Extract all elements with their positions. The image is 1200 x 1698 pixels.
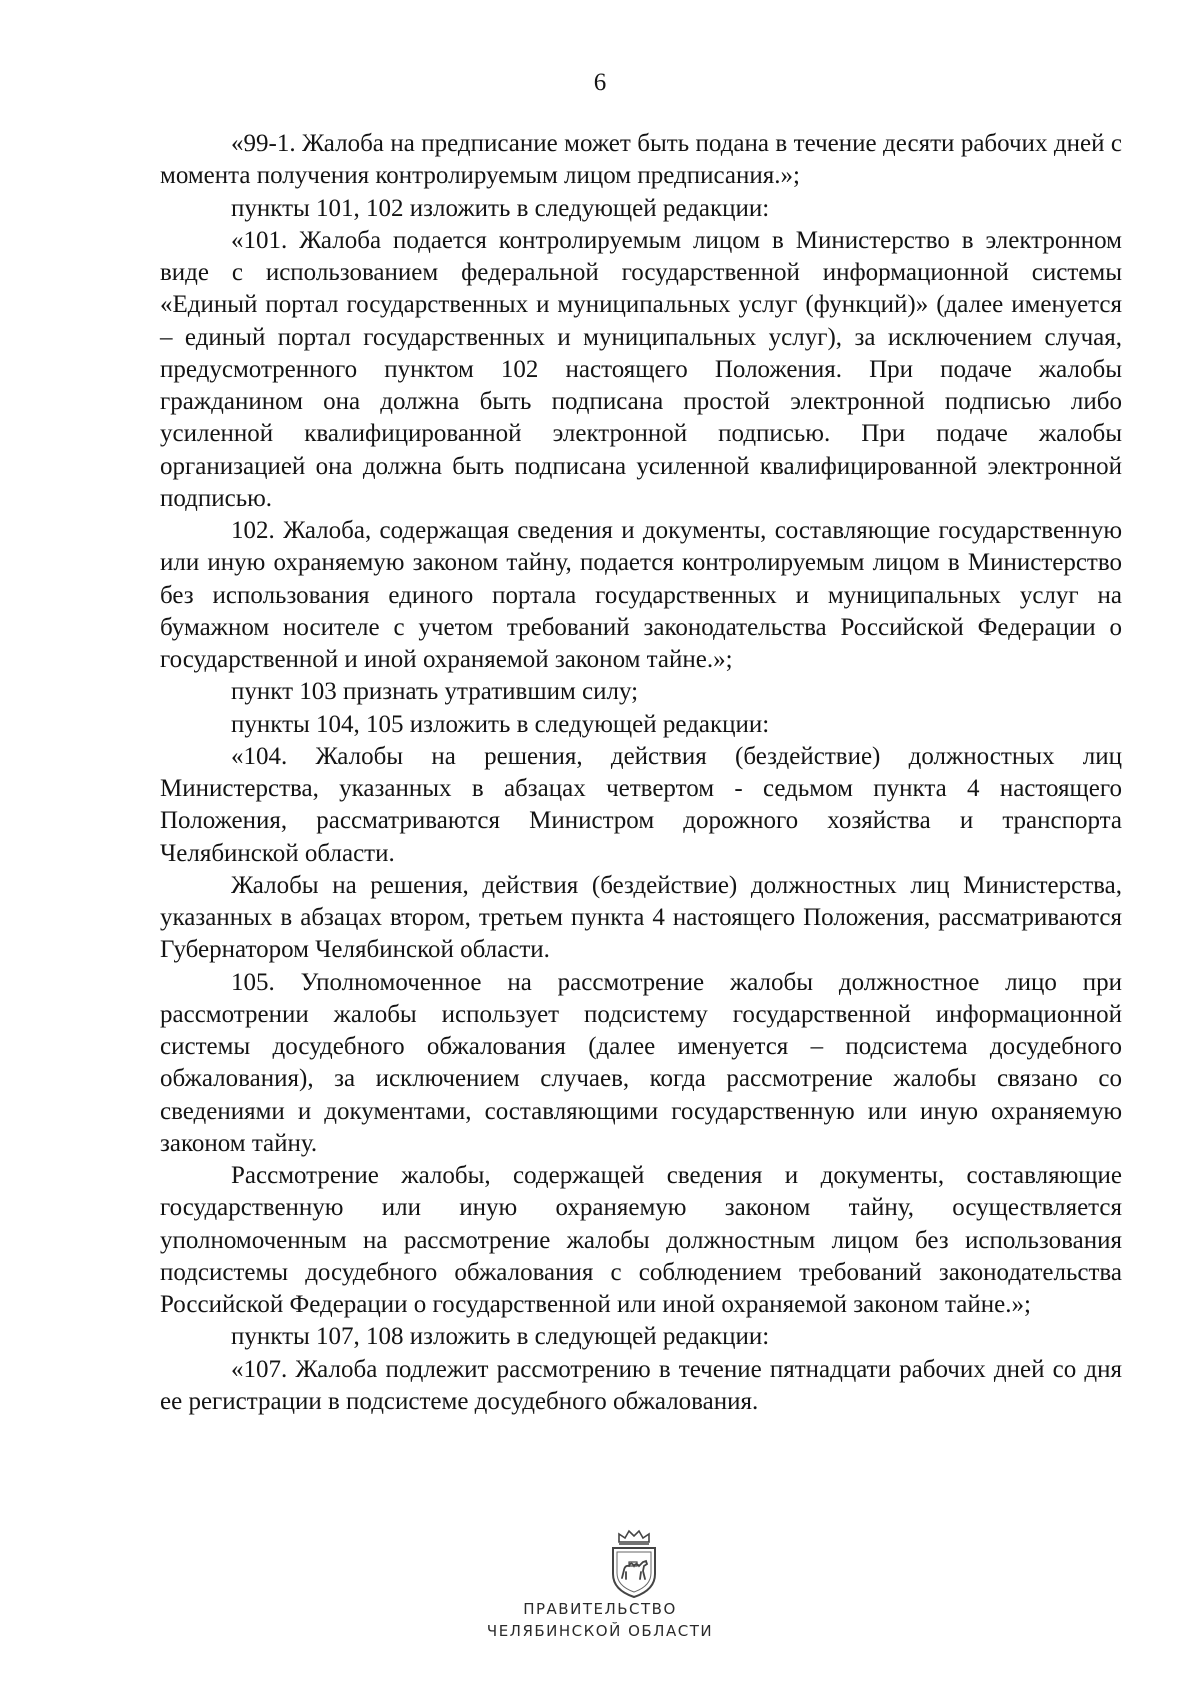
paragraph-103-repeal: пункт 103 признать утратившим силу; (231, 678, 639, 706)
paragraph-105: 105. Уполномоченное на рассмотрение жалобы должностное лицо при рассмотрении жалобы использует подсистему государственной информационной системы досудебного обжалования (далее именуется – подсистема досудебного обжалования), за исключением случаев, когда рассмотрение жалобы связано со сведениями и документами, составляющими государственную или иную охраняемую законом тайну. (160, 968, 1122, 1157)
government-name-line1: ПРАВИТЕЛЬСТВО (523, 1600, 677, 1618)
chelyabinsk-coat-of-arms-icon (605, 1528, 663, 1600)
paragraph-amend-101-102: пункты 101, 102 изложить в следующей редакции: (231, 194, 770, 222)
paragraph-107: «107. Жалоба подлежит рассмотрению в течение пятнадцати рабочих дней со дня ее регистрации в подсистеме досудебного обжалования. (160, 1355, 1122, 1415)
paragraph-105-part-2: Рассмотрение жалобы, содержащей сведения и документы, составляющие государственную или иную охраняемую законом тайну, осуществляется уполномоченным на рассмотрение жалобы должностным лицом без использования подсистемы досудебного обжалования с соблюдением требований законодательства Российской Федерации о государственной или иной охраняемой законом тайне.»; (160, 1162, 1122, 1318)
paragraph-104: «104. Жалобы на решения, действия (бездействие) должностных лиц Министерства, указанных в абзацах четвертом - седьмом пункта 4 настоящего Положения, рассматриваются Министром дорожного хозяйства и транспорта Челябинской области. (160, 742, 1122, 867)
government-name-line2: ЧЕЛЯБИНСКОЙ ОБЛАСТИ (486, 1622, 714, 1640)
page-number: 6 (593, 69, 607, 96)
paragraph-102: 102. Жалоба, содержащая сведения и документы, составляющие государственную или иную охраняемую законом тайну, подается контролируемым лицом в Министерство без использования единого портала государственных и муниципальных услуг на бумажном носителе с учетом требований законодательства Российской Федерации о государственной и иной охраняемой законом тайне.»; (160, 517, 1122, 673)
document-body (160, 128, 1122, 1418)
paragraph-amend-107-108: пункты 107, 108 изложить в следующей редакции: (231, 1323, 770, 1351)
paragraph-104-part-2: Жалобы на решения, действия (бездействие) должностных лиц Министерства, указанных в абзацах втором, третьем пункта 4 настоящего Положения, рассматриваются Губернатором Челябинской области. (160, 871, 1122, 964)
paragraph-99-1: «99-1. Жалоба на предписание может быть подана в течение десяти рабочих дней с момента получения контролируемым лицом предписания.»; (160, 130, 1122, 190)
paragraph-101: «101. Жалоба подается контролируемым лицом в Министерство в электронном виде с использованием федеральной государственной информационной системы «Единый портал государственных и муниципальных услуг (функций)» (далее именуется – единый портал государственных и муниципальных услуг), за исключением случая, предусмотренного пунктом 102 настоящего Положения. При подаче жалобы гражданином она должна быть подписана простой электронной подписью либо усиленной квалифицированной электронной подписью. При подаче жалобы организацией она должна быть подписана усиленной квалифицированной электронной подписью. (160, 226, 1122, 512)
paragraph-amend-104-105: пункты 104, 105 изложить в следующей редакции: (231, 710, 770, 738)
government-name (0, 1598, 1200, 1642)
